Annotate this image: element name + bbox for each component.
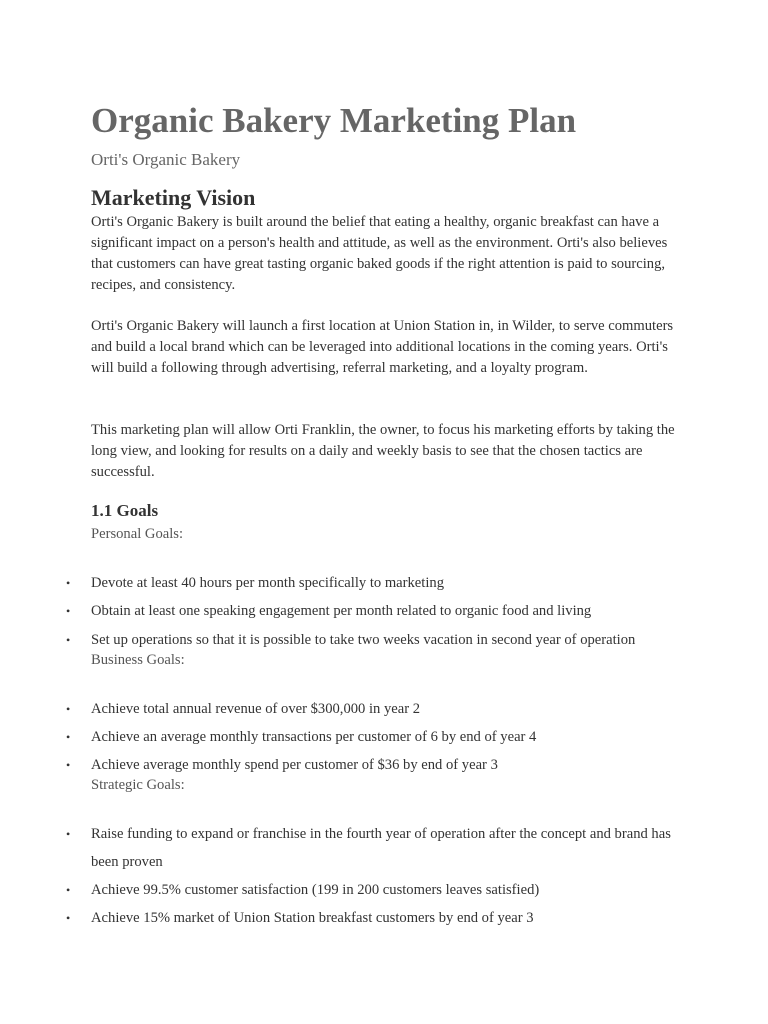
goals-heading: 1.1 Goals xyxy=(91,501,159,520)
bullet-icon: • xyxy=(66,730,71,744)
bullet-icon: • xyxy=(66,883,71,897)
strategic-goals-label: Strategic Goals: xyxy=(91,777,185,793)
list-item xyxy=(66,597,691,625)
business-goals-label: Business Goals: xyxy=(91,652,185,668)
list-item-text: Achieve 99.5% customer satisfaction (199 in 200 customers leaves satisfied) xyxy=(91,882,540,898)
list-item xyxy=(66,695,691,723)
bullet-icon: • xyxy=(66,604,71,618)
list-item-text: Raise funding to expand or franchise in the fourth year of operation after the concept and brand has been proven xyxy=(91,826,671,870)
list-item-text: Achieve average monthly spend per customer of $36 by end of year 3 xyxy=(91,757,498,773)
bullet-icon: • xyxy=(66,702,71,716)
list-item-text: Achieve 15% market of Union Station breakfast customers by end of year 3 xyxy=(91,910,534,926)
bullet-icon: • xyxy=(66,911,71,925)
bullet-icon: • xyxy=(66,633,71,647)
list-item-text: Set up operations so that it is possible to take two weeks vacation in second year of operation xyxy=(91,632,636,648)
list-item-text: Achieve an average monthly transactions per customer of 6 by end of year 4 xyxy=(91,729,537,745)
vision-paragraph-1: Orti's Organic Bakery is built around the belief that eating a healthy, organic breakfast can have a significant impact on a person's health and attitude, as well as the environment. Orti's also believes that customers can have great tasting organic baked goods if the right attention is paid to sourcing, recipes, and consistency. xyxy=(91,214,668,293)
list-item-text: Devote at least 40 hours per month specifically to marketing xyxy=(91,575,444,591)
list-item xyxy=(66,569,691,597)
bullet-icon: • xyxy=(66,827,71,841)
list-item-text: Achieve total annual revenue of over $300,000 in year 2 xyxy=(91,701,421,717)
document-title: Organic Bakery Marketing Plan xyxy=(91,101,577,140)
list-item xyxy=(66,904,691,932)
marketing-vision-heading: Marketing Vision xyxy=(91,185,256,210)
vision-paragraph-3: This marketing plan will allow Orti Franklin, the owner, to focus his marketing efforts by taking the long view, and looking for results on a daily and weekly basis to see that the chosen tactics are successful. xyxy=(91,422,675,480)
bullet-icon: • xyxy=(66,576,71,590)
personal-goals-label: Personal Goals: xyxy=(91,526,184,542)
bullet-icon: • xyxy=(66,758,71,772)
list-item xyxy=(66,876,691,904)
list-item xyxy=(66,723,691,751)
list-item xyxy=(66,820,691,876)
list-item-text: Obtain at least one speaking engagement per month related to organic food and living xyxy=(91,603,592,619)
vision-paragraph-2: Orti's Organic Bakery will launch a first location at Union Station in, in Wilder, to serve commuters and build a local brand which can be leveraged into additional locations in the coming years. Orti's will build a following through advertising, referral marketing, and a loyalty program. xyxy=(91,318,674,376)
document-subtitle: Orti's Organic Bakery xyxy=(91,150,241,169)
